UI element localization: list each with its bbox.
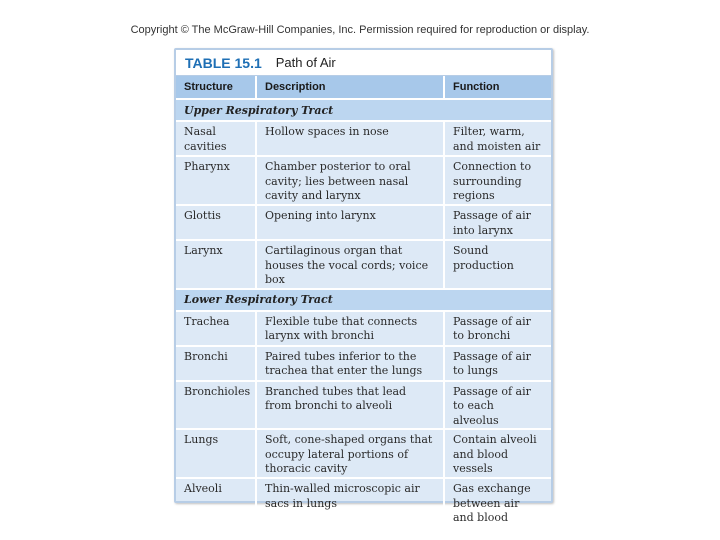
table-row [176, 205, 551, 240]
cell-description: Branched tubes that lead from bronchi to alveoli [256, 381, 444, 430]
cell-structure: Alveoli [176, 478, 256, 534]
section-lower-respiratory: Lower Respiratory Tract [176, 289, 551, 311]
path-of-air-table [174, 48, 553, 524]
table-row [176, 156, 551, 205]
cell-structure: Glottis [176, 205, 256, 240]
header-function: Function [444, 76, 551, 99]
cell-description: Cartilaginous organ that houses the vocal cords; voice box [256, 240, 444, 289]
header-row [176, 76, 551, 99]
cell-structure: Larynx [176, 240, 256, 289]
copyright-notice: Copyright © The McGraw-Hill Companies, Inc. Permission required for reproduction or display. [130, 24, 590, 36]
table-number: TABLE 15.1 [185, 54, 262, 71]
table-row [176, 311, 551, 346]
header-description: Description [256, 76, 444, 99]
cell-function: Passage of air to bronchi [444, 311, 551, 346]
cell-function: Sound production [444, 240, 551, 289]
section-row [176, 99, 551, 121]
cell-structure: Pharynx [176, 156, 256, 205]
table-row [176, 429, 551, 478]
data-table [176, 76, 551, 534]
header-structure: Structure [176, 76, 256, 99]
cell-structure: Nasal cavities [176, 121, 256, 156]
cell-function: Passage of air to each alveolus [444, 381, 551, 430]
cell-structure: Bronchi [176, 346, 256, 381]
table-row [176, 478, 551, 534]
cell-structure: Trachea [176, 311, 256, 346]
table-row [176, 240, 551, 289]
cell-structure: Lungs [176, 429, 256, 478]
cell-description: Opening into larynx [256, 205, 444, 240]
cell-description: Soft, cone-shaped organs that occupy lateral portions of thoracic cavity [256, 429, 444, 478]
table-row [176, 381, 551, 430]
cell-description: Chamber posterior to oral cavity; lies between nasal cavity and larynx [256, 156, 444, 205]
cell-function: Passage of air to lungs [444, 346, 551, 381]
section-row [176, 289, 551, 311]
cell-function: Passage of air into larynx [444, 205, 551, 240]
cell-function: Filter, warm, and moisten air [444, 121, 551, 156]
cell-function: Gas exchange between air and blood [444, 478, 551, 534]
cell-description: Hollow spaces in nose [256, 121, 444, 156]
cell-structure: Bronchioles [176, 381, 256, 430]
table-title-bar [176, 50, 551, 76]
cell-description: Thin-walled microscopic air sacs in lungs [256, 478, 444, 534]
table-row [176, 346, 551, 381]
cell-function: Connection to surrounding regions [444, 156, 551, 205]
table-row [176, 121, 551, 156]
cell-function: Contain alveoli and blood vessels [444, 429, 551, 478]
cell-description: Paired tubes inferior to the trachea that enter the lungs [256, 346, 444, 381]
cell-description: Flexible tube that connects larynx with bronchi [256, 311, 444, 346]
table-title: Path of Air [275, 55, 336, 70]
section-upper-respiratory: Upper Respiratory Tract [176, 99, 551, 121]
